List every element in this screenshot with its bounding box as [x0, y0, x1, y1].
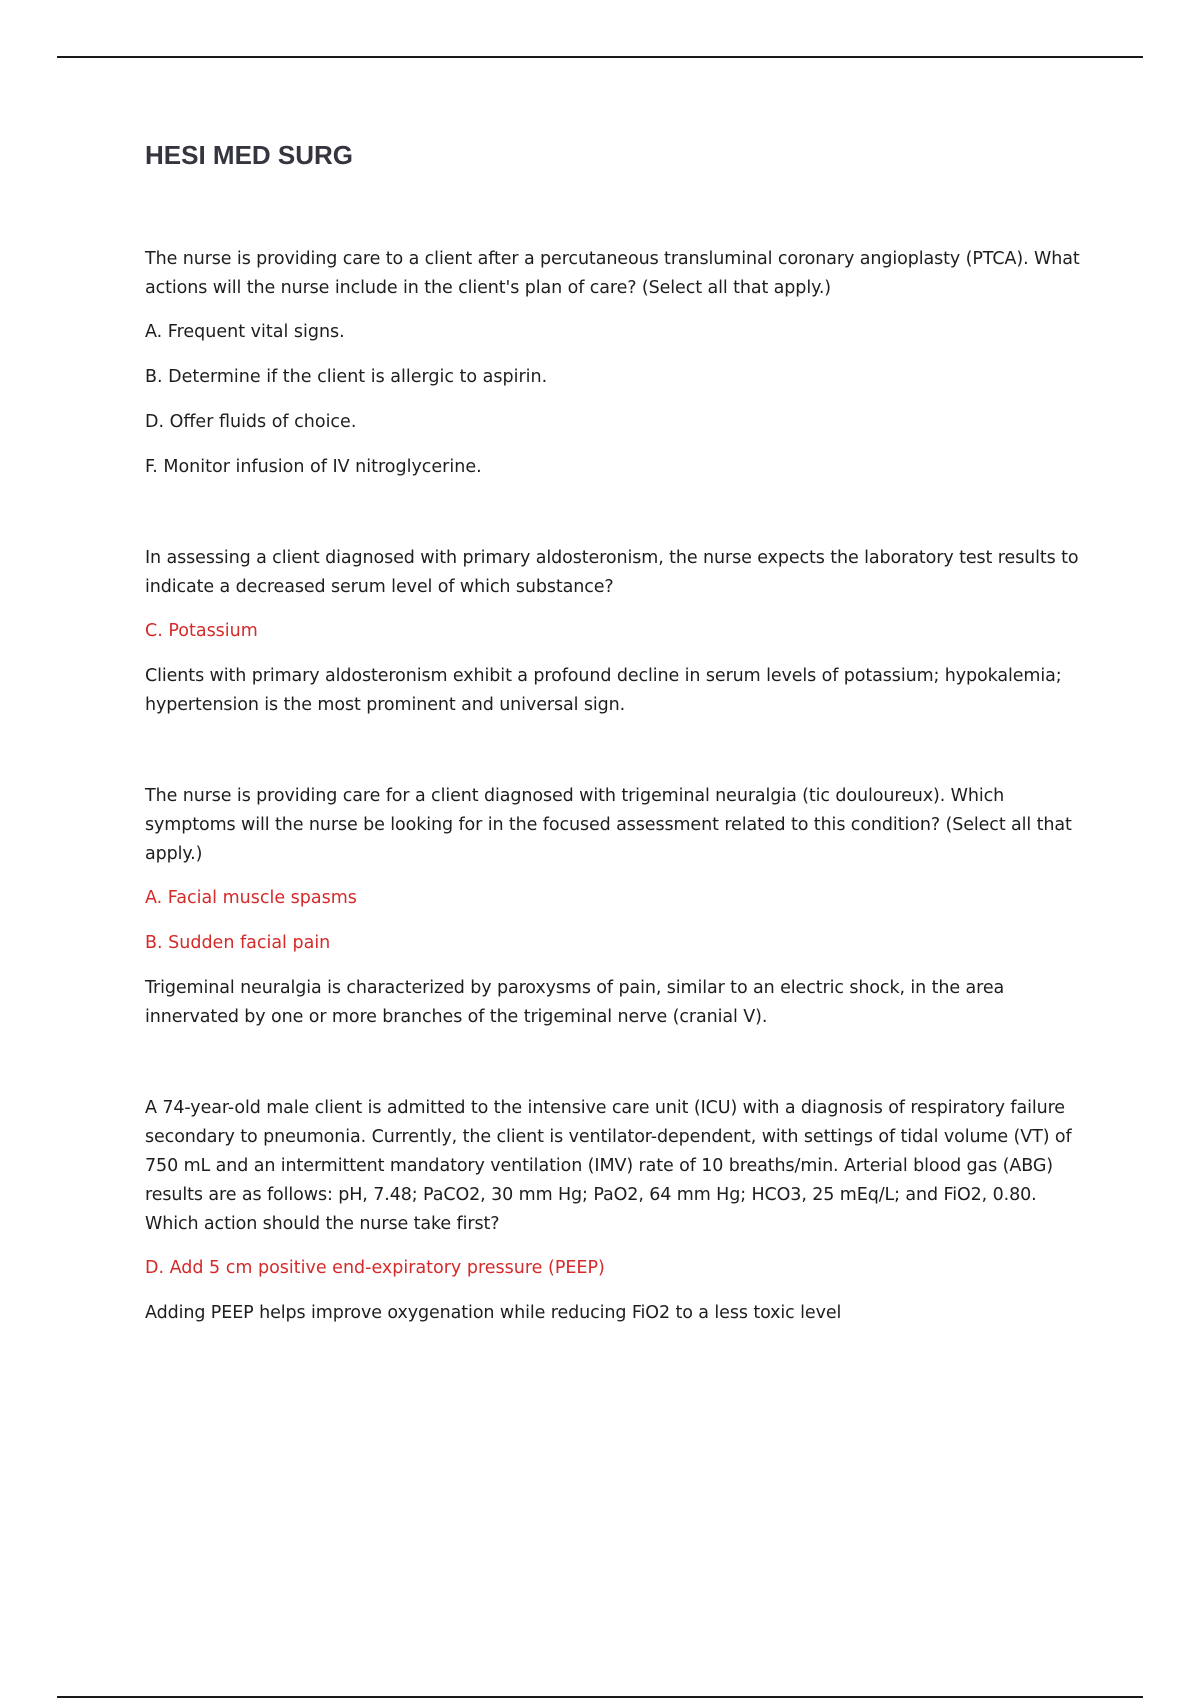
rationale-text: Trigeminal neuralgia is characterized by paroxysms of pain, similar to an electric shock, in the area innervated by one or more branches of the trigeminal nerve (cranial V).	[145, 978, 1005, 1028]
top-rule	[57, 56, 1143, 58]
answer-option: D. Offer fluids of choice.	[145, 412, 357, 433]
question-block	[145, 782, 1095, 1032]
question-text: In assessing a client diagnosed with primary aldosteronism, the nurse expects the laboratory test results to indicate a decreased serum level of which substance?	[145, 548, 1079, 598]
correct-answer: D. Add 5 cm positive end-expiratory pressure (PEEP)	[145, 1258, 605, 1279]
document-body	[145, 140, 1095, 1390]
question-text: A 74-year-old male client is admitted to the intensive care unit (ICU) with a diagnosis of respiratory failure secondary to pneumonia. Currently, the client is ventilator-dependent, with settings of tidal volume (VT) of 750 mL and an intermittent mandatory ventilation (IMV) rate of 10 breaths/min. Arterial blood gas (ABG) results are as follows: pH, 7.48; PaCO2, 30 mm Hg; PaO2, 64 mm Hg; HCO3, 25 mEq/L; and FiO2, 0.80. Which action should the nurse take first?	[145, 1098, 1072, 1235]
question-text: The nurse is providing care for a client diagnosed with trigeminal neuralgia (tic douloureux). Which symptoms will the nurse be looking for in the focused assessment related to this condition? (Select all that apply.)	[145, 786, 1072, 865]
correct-answer: C. Potassium	[145, 621, 258, 642]
question-block	[145, 245, 1095, 482]
correct-answer: A. Facial muscle spasms	[145, 888, 357, 909]
rationale-text: Clients with primary aldosteronism exhibit a profound decline in serum levels of potassium; hypokalemia; hypertension is the most prominent and universal sign.	[145, 666, 1062, 716]
correct-answer: B. Sudden facial pain	[145, 933, 331, 954]
document-title: HESI MED SURG	[145, 140, 354, 170]
answer-option: B. Determine if the client is allergic to aspirin.	[145, 367, 548, 388]
answer-option: A. Frequent vital signs.	[145, 322, 345, 343]
answer-option: F. Monitor infusion of IV nitroglycerine.	[145, 457, 482, 478]
question-text: The nurse is providing care to a client after a percutaneous transluminal coronary angioplasty (PTCA). What actions will the nurse include in the client's plan of care? (Select all that apply.)	[145, 249, 1080, 299]
question-block	[145, 1094, 1095, 1328]
rationale-text: Adding PEEP helps improve oxygenation while reducing FiO2 to a less toxic level	[145, 1303, 842, 1324]
question-block	[145, 544, 1095, 720]
bottom-rule	[57, 1696, 1143, 1698]
